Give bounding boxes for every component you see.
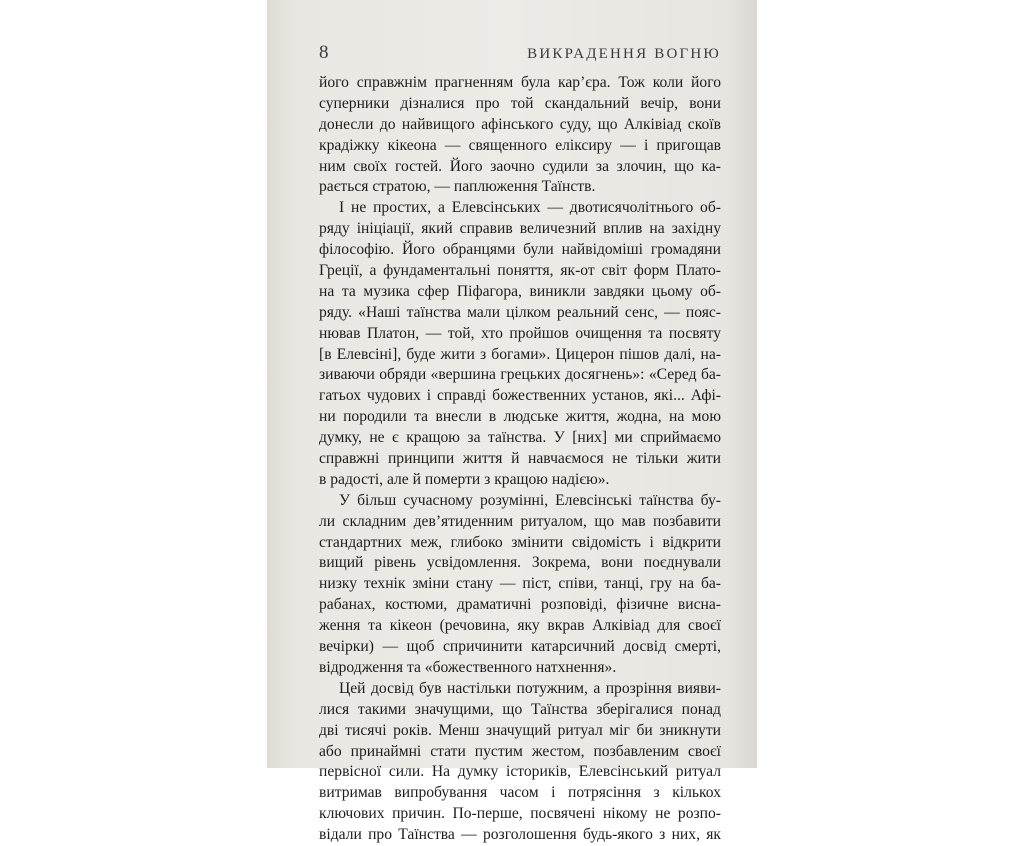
text-line: відродження та «божественного натхнення».	[319, 658, 617, 676]
text-line: первісної сили. На думку істориків, Елевсінський ритуал	[319, 763, 721, 781]
running-head	[319, 42, 721, 64]
text-line: ни породили та внесли в людське життя, жодна, на мою	[319, 408, 721, 426]
text-line: ження та кікеон (речовина, яку вкрав Алківіад для своєї	[319, 617, 721, 635]
text-line: ключових причин. По-перше, посвячені нікому не розпо-	[319, 805, 721, 823]
body-text	[319, 73, 721, 846]
text-line: гатьох чудових і справді божественних установ, які... Афі-	[319, 387, 721, 405]
text-line: суперники дізналися про той скандальний вечір, вони	[319, 94, 721, 112]
text-line: його справжнім прагненням була кар’єра. Тож коли його	[319, 74, 721, 91]
text-line: філософію. Його обранцями були найвідоміші громадяни	[319, 241, 721, 259]
page-number: 8	[319, 42, 329, 63]
text-line: ним своїх гостей. Його заочно судили за злочин, що ка-	[319, 157, 721, 175]
text-line: зиваючи обряди «вершина грецьких досягнень»: «Серед ба-	[319, 366, 721, 384]
text-line: рається стратою, — паплюження Таїнств.	[319, 178, 596, 196]
text-line: стандартних меж, глибоко змінити свідомість і відкрити	[319, 533, 721, 551]
text-line: [в Елевсіні], буде жити з богами». Цицерон пішов далі, на-	[319, 345, 721, 363]
text-line: витримав випробування часом і потрясіння з кількох	[319, 784, 721, 802]
running-title: ВИКРАДЕННЯ ВОГНЮ	[527, 46, 721, 62]
text-line: ряду. «Наші таїнства мали цілком реальний сенс, — пояс-	[319, 303, 721, 321]
text-line: справжні принципи життя й навчаємося не тільки жити	[319, 450, 721, 468]
text-line: низку технік зміни стану — піст, співи, танці, гру на ба-	[319, 575, 721, 593]
text-line: І не простих, а Елевсінських — двотисячолітнього об-	[339, 199, 721, 217]
text-line: ряду ініціації, який справив величезний вплив на західну	[319, 220, 721, 238]
text-line: рабанах, костюми, драматичні розповіді, фізичне висна-	[319, 596, 721, 614]
text-line: нював Платон, — той, хто пройшов очищення та посвяту	[319, 324, 721, 342]
text-line: Греції, а фундаментальні поняття, як-от світ форм Плато-	[319, 262, 721, 280]
text-line: дві тисячі років. Менш значущий ритуал міг би зникнути	[319, 721, 721, 739]
text-line: або принаймні стати пустим жестом, позбавленим своєї	[319, 742, 721, 760]
text-line: лися такими значущими, що Таїнства зберігалися понад	[319, 700, 721, 718]
text-line: крадіжку кікеона — священного еліксиру — і пригощав	[319, 136, 721, 154]
text-line: вечірки) — щоб спричинити катарсичний досвід смерті,	[319, 638, 721, 656]
text-line: ли складним дев’ятиденним ритуалом, що мав позбавити	[319, 512, 721, 530]
text-line: У більш сучасному розумінні, Елевсінські таїнства бу-	[339, 491, 721, 509]
text-line: Цей досвід був настільки потужним, а прозріння вияви-	[339, 679, 721, 697]
text-line: донесли до найвищого афінського суду, що Алківіад скоїв	[319, 115, 721, 133]
text-line: відали про Таїнства — розголошення будь-якого з них, як	[319, 826, 721, 844]
text-line: думку, не є кращою за таїнства. У [них] ми сприймаємо	[319, 429, 721, 447]
text-line: на та музика сфер Піфагора, виникли завдяки цьому об-	[319, 282, 721, 300]
text-line: вищий рівень усвідомлення. Зокрема, вони поєднували	[319, 554, 721, 572]
book-page	[267, 0, 757, 844]
text-line: в радості, але й померти з кращою надією».	[319, 470, 610, 488]
